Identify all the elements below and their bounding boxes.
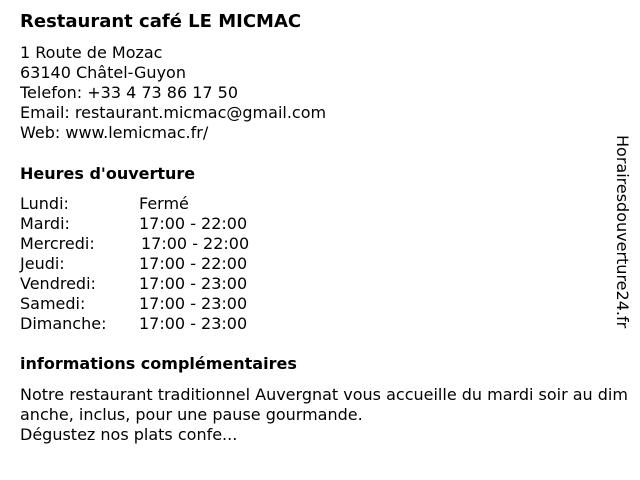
contact-block	[20, 43, 326, 143]
description-text: Notre restaurant traditionnel Auvergnat vous accueille du mardi soir au dimanche, inclus, pour une pause gourmande.	[20, 385, 628, 424]
hours-time: 17:00 - 23:00	[139, 274, 248, 293]
hours-time: 17:00 - 23:00	[139, 294, 248, 313]
hours-time: 17:00 - 22:00	[139, 254, 248, 273]
hours-time: Fermé	[139, 194, 189, 213]
city-line: 63140 Châtel-Guyon	[20, 63, 186, 82]
hours-day: Jeudi:	[20, 254, 65, 273]
hours-day: Mercredi:	[20, 234, 95, 253]
info-heading: informations complémentaires	[20, 354, 297, 373]
hours-day: Mardi:	[20, 214, 70, 233]
web-line: Web: www.lemicmac.fr/	[20, 123, 209, 142]
phone-line: Telefon: +33 4 73 86 17 50	[20, 83, 239, 102]
hours-day: Lundi:	[20, 194, 69, 213]
restaurant-name: Restaurant café LE MICMAC	[20, 11, 302, 32]
email-line: Email: restaurant.micmac@gmail.com	[20, 103, 327, 122]
hours-time: 17:00 - 22:00	[141, 234, 250, 253]
hours-time: 17:00 - 23:00	[139, 314, 248, 333]
hours-day: Dimanche:	[20, 314, 107, 333]
hours-time: 17:00 - 22:00	[139, 214, 248, 233]
hours-day: Samedi:	[20, 294, 86, 313]
address-line: 1 Route de Mozac	[20, 43, 163, 62]
description-block	[20, 385, 632, 445]
site-watermark: Horairesdouverture24.fr	[613, 135, 632, 329]
hours-heading: Heures d'ouverture	[20, 164, 196, 183]
hours-day: Vendredi:	[20, 274, 96, 293]
description-more: Dégustez nos plats confe...	[20, 425, 238, 444]
